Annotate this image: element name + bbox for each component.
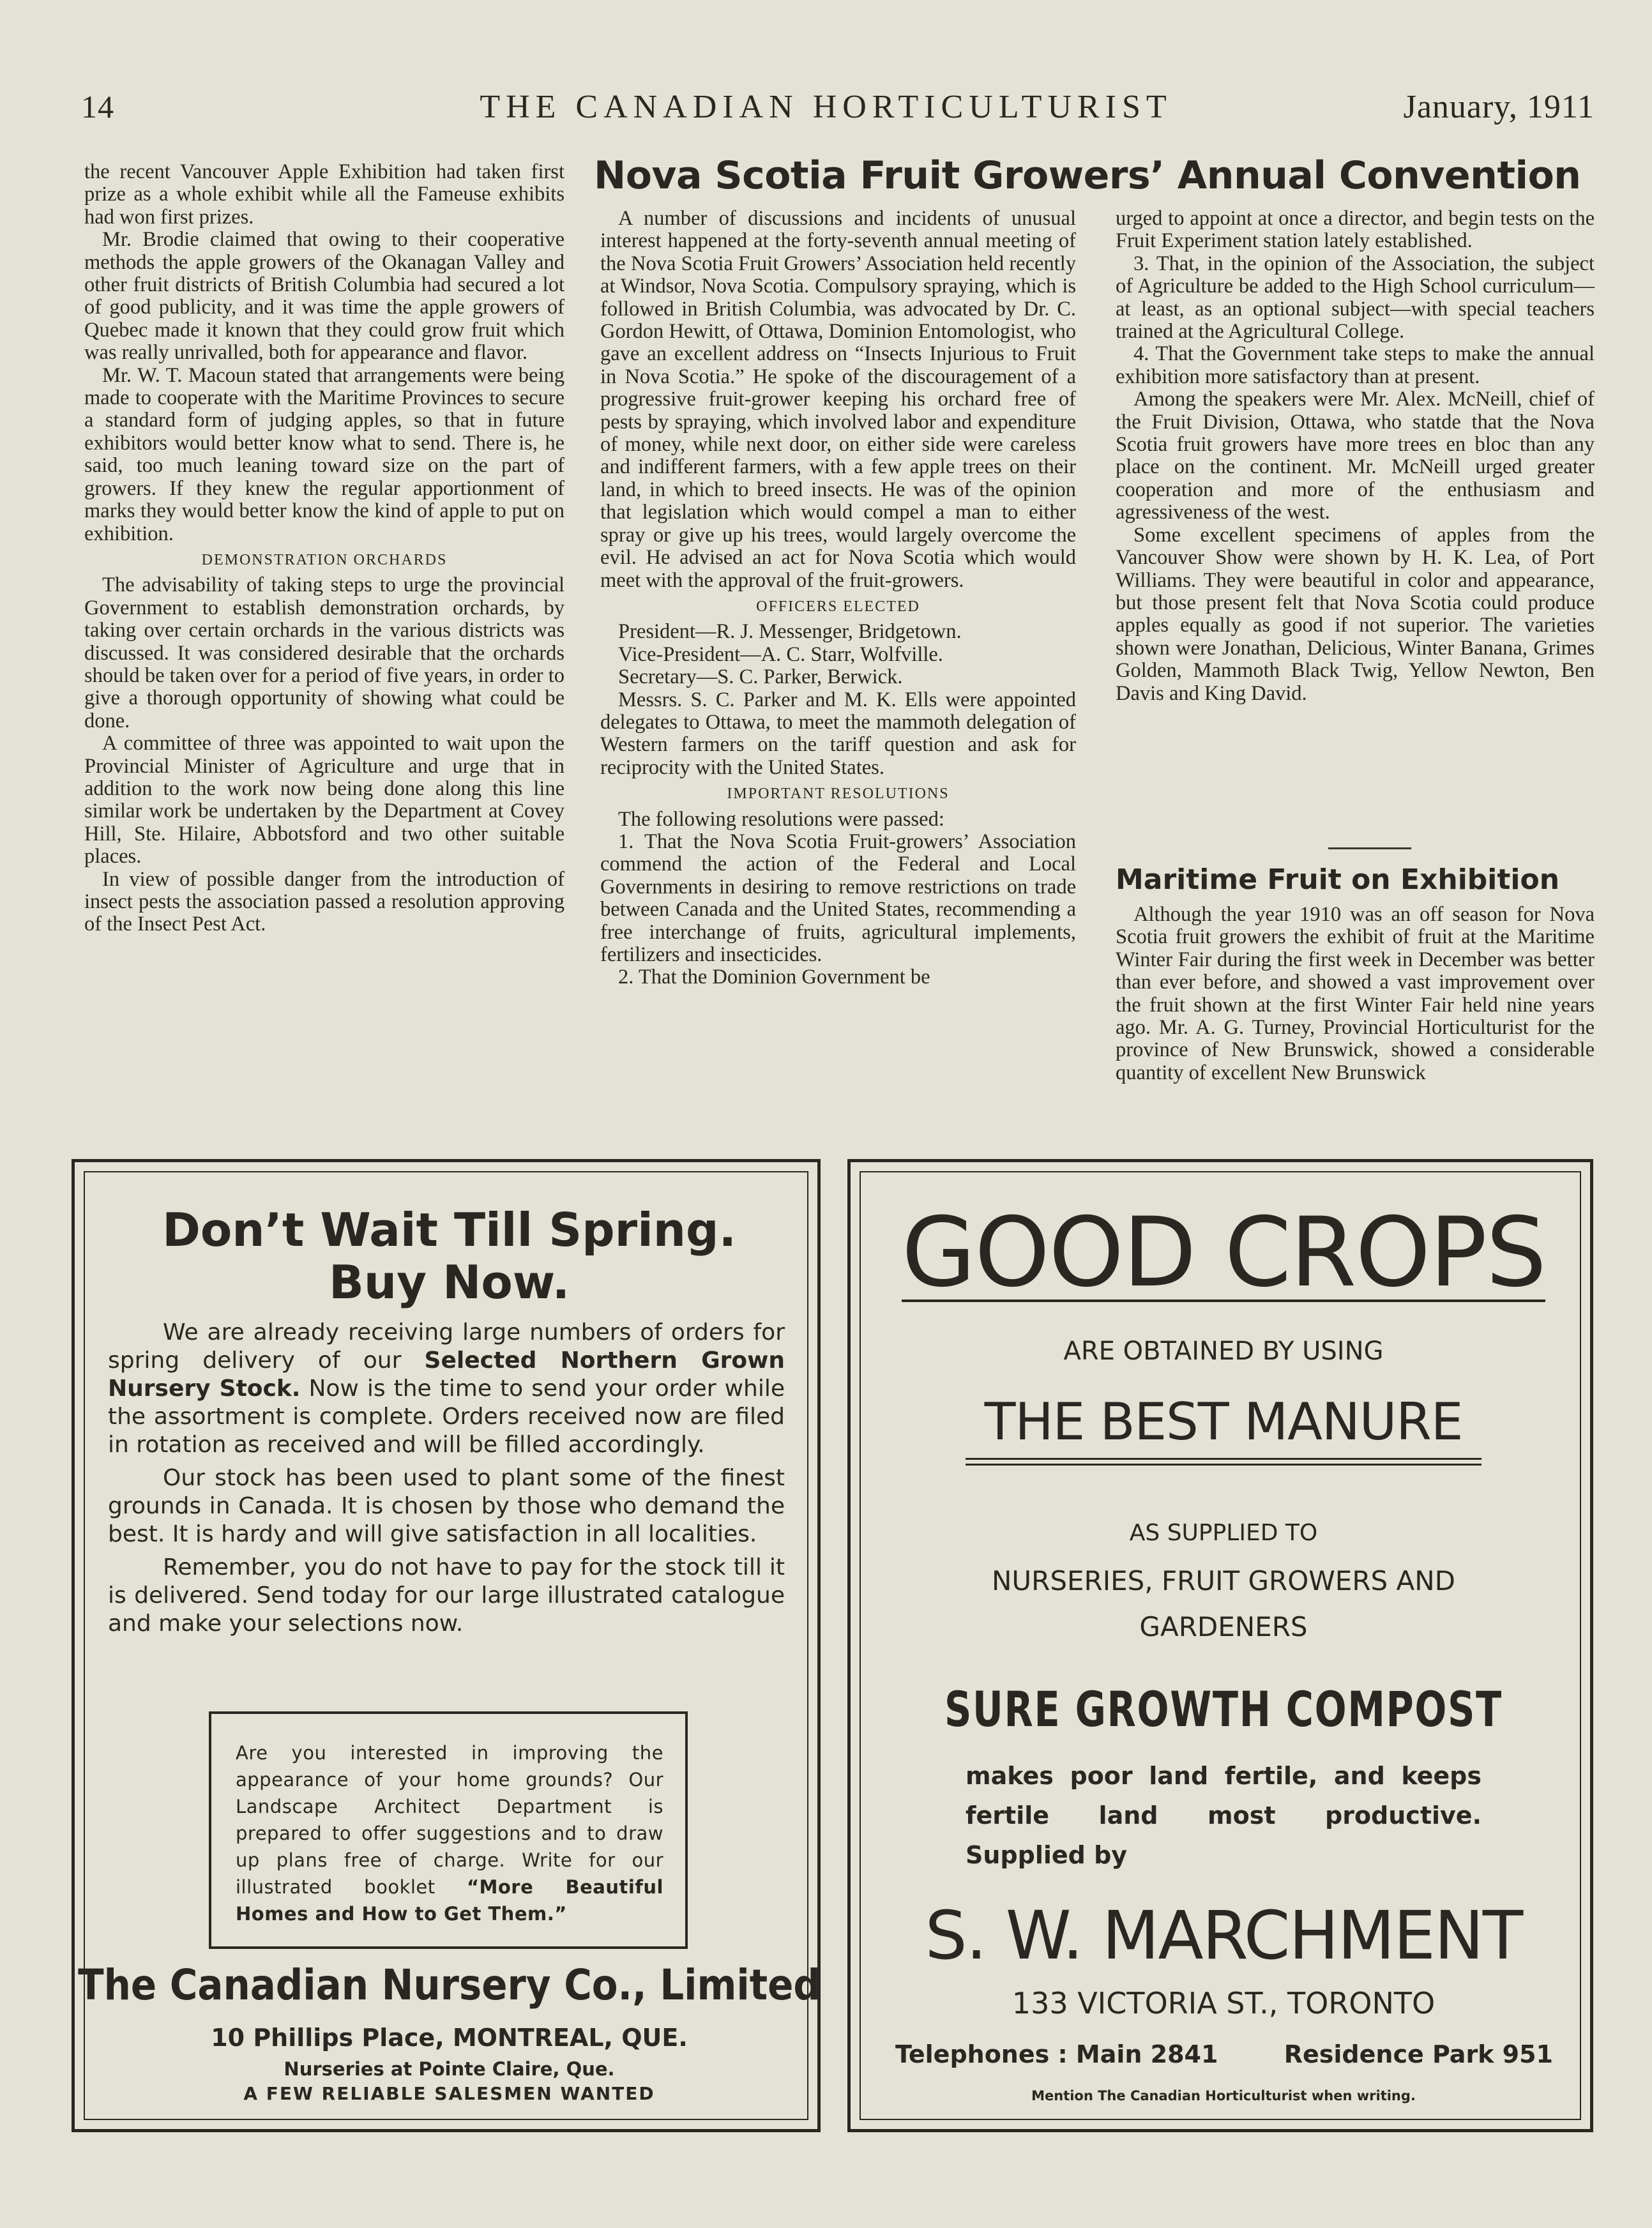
paragraph: In view of possible danger from the introduction of insect pests the association passed a resolution approving of the Insect Pest Act. [84, 867, 565, 936]
paragraph: A number of discussions and incidents of unusual interest happened at the forty-seventh annual meeting of the Nova Scotia Fruit Growers’ Association held recently at Windsor, Nova Scotia. Compulsory spraying, which is followed in British Columbia, was advocated by Dr. C. Gordon Hewitt, of Ottawa, Dominion Entomologist, who gave an excellent address on “Insects Injurious to Fruit in Nova Scotia.” He spoke of the discouragement of a progressive fruit-grower keeping his orchard free of pests by spraying, which involved labor and expenditure of money, while next door, on either side were careless and indifferent farmers, with a few apple trees on their land, in which to breed insects. He was of the opinion that legislation which would compel a man to either spray or give up his trees, would largely overcome the evil. He advised an act for Nova Scotia which would meet with the approval of the fruit-growers. [600, 207, 1076, 592]
ad-customers-line1: NURSERIES, FRUIT GROWERS AND [991, 1565, 1456, 1596]
ad-headline-line1: Don’t Wait Till Spring. [162, 1203, 736, 1257]
article-column-1 [84, 161, 565, 936]
paragraph: 2. That the Dominion Government be [618, 966, 930, 989]
paragraph: 1. That the Nova Scotia Fruit-growers’ Association commend the action of the Federal and Local Governments in desiring to remove restrictions on trade between Canada and the United States, recommending a free interchange of fruits, agricultural implements, fertilizers and insecticides. [600, 830, 1076, 966]
section-subhead: DEMONSTRATION ORCHARDS [201, 551, 448, 568]
ad-product-name: SURE GROWTH COMPOST [944, 1681, 1503, 1738]
article-column-2 [600, 208, 1076, 989]
paragraph: A committee of three was appointed to wait upon the Provincial Minister of Agriculture and urge that in addition to the work now being done along this line similar work be undertaken by the Department at Covey Hill, Ste. Hilaire, Abbotsford and two other suitable places. [84, 732, 565, 868]
ad-double-rule [966, 1458, 1481, 1466]
ad-subline: ARE OBTAINED BY USING [1063, 1337, 1384, 1366]
ad-headline: GOOD CROPS [901, 1197, 1546, 1308]
ad-inset-box [209, 1711, 688, 1949]
paragraph: The advisability of taking steps to urge the provincial Government to establish demonstration orchards, by taking over certain orchards in the various districts was discussed. It was considered desirable that the orchards should be taken over for a period of five years, in order to give a thorough opportunity of showing what could be done. [84, 573, 565, 732]
ad-address: 133 VICTORIA ST., TORONTO [1012, 1986, 1436, 2020]
ad-paragraph: Our stock has been used to plant some of the finest grounds in Canada. It is chosen by those who demand the best. It is hardy and will give satisfaction in all localities. [108, 1465, 785, 1547]
article-column-3 [1116, 208, 1595, 705]
ad-supplied-to: AS SUPPLIED TO [1129, 1520, 1318, 1546]
ad-paragraph: Remember, you do not have to pay for the stock till it is delivered. Send today for our large illustrated catalogue and make your selections now. [108, 1554, 785, 1637]
ad-mention-note: Mention The Canadian Horticulturist when writing. [1031, 2088, 1416, 2103]
paragraph: The following resolutions were passed: [618, 807, 944, 831]
ad-body [108, 1319, 785, 1643]
paragraph: Mr. W. T. Macoun stated that arrangements were being made to cooperate with the Maritime Provinces to secure a standard form of judging apples, so that in future exhibitors would better know what to send. There is, he said, too much leaning toward size on the part of growers. If they knew the regular apportionment of marks they would better know the kind of apple to put on exhibition. [84, 363, 565, 545]
nursery-advertisement [72, 1159, 821, 2132]
officer-line: Secretary—S. C. Parker, Berwick. [618, 665, 903, 689]
telephone-main: Telephones : Main 2841 [895, 2040, 1218, 2068]
ad-text: Are you interested in improving the appearance of your home grounds? Our Landscape Architect Department is prepared to offer suggestions and to draw up plans free of charge. Write for our illustrated booklet [236, 1742, 663, 1898]
section-subhead: IMPORTANT RESOLUTIONS [727, 785, 950, 803]
ad-company-name: The Canadian Nursery Co., Limited [78, 1960, 821, 2010]
ad-customers-line2: GARDENERS [1139, 1611, 1308, 1642]
ad-text: Now is the time to send your order while the assortment is complete. Orders received now are filed in rotation as received and will be filled accordingly. [108, 1375, 785, 1458]
ad-customers [851, 1558, 1596, 1650]
paragraph: urged to appoint at once a director, and begin tests on the Fruit Experiment station lately established. [1116, 207, 1595, 253]
officer-line: Vice-President—A. C. Starr, Wolfville. [618, 642, 943, 666]
ad-nurseries-location: Nurseries at Pointe Claire, Que. [284, 2058, 615, 2080]
ad-product-description: makes poor land fertile, and keeps fertile land most productive. Supplied by [966, 1762, 1481, 1869]
issue-date: January, 1911 [1403, 89, 1595, 125]
telephone-residence: Residence Park 951 [1284, 2040, 1553, 2068]
ad-headline [75, 1204, 824, 1308]
ad-text-bold: Selected Northern Grown Nursery Stock. [108, 1347, 785, 1402]
paragraph: Although the year 1910 was an off season for Nova Scotia fruit growers the exhibit of fruit at the Maritime Winter Fair during the first week in December was better than ever before, and showed a vast improvement over the fruit shown at the first Winter Fair held nine years ago. Mr. A. G. Turney, Provincial Horticulturist for the province of New Brunswick, showed a considerable quantity of excellent New Brunswick [1116, 903, 1595, 1084]
article2-body [1116, 904, 1595, 1084]
section-divider [1328, 847, 1411, 849]
ad-inset-text [236, 1739, 663, 1927]
ad-salesmen-wanted: A FEW RELIABLE SALESMEN WANTED [243, 2083, 655, 2104]
ad-headline-line2: Buy Now. [328, 1255, 570, 1309]
ad-rule [902, 1300, 1545, 1302]
booklet-title: “More Beautiful Homes and How to Get Them.” [236, 1876, 663, 1925]
paragraph: 3. That, in the opinion of the Association, the subject of Agriculture be added to the High School curriculum—at least, as an optional subject—with special teachers trained at the Agricultural College. [1116, 252, 1595, 344]
officer-line: President—R. J. Messenger, Bridgetown. [618, 620, 962, 644]
ad-company-name: S. W. MARCHMENT [925, 1897, 1522, 1974]
paragraph: 4. That the Government take steps to make the annual exhibition more satisfactory than at present. [1116, 342, 1595, 388]
ad-telephones [895, 2040, 1553, 2068]
page-number: 14 [81, 89, 114, 125]
ad-text: We are already receiving large numbers of orders for spring delivery of our [108, 1319, 785, 1374]
ad-paragraph [108, 1319, 785, 1459]
article2-title: Maritime Fruit on Exhibition [1116, 863, 1560, 896]
paragraph: Some excellent specimens of apples from the Vancouver Show were shown by H. K. Lea, of Port Williams. They were beautiful in color and appearance, but those present felt that Nova Scotia could produce apples equally as good if not superior. The varieties shown were Jonathan, Delicious, Winter Banana, Grimes Golden, Mammoth Black Twig, Yellow Newton, Ben Davis and King David. [1116, 523, 1595, 705]
paragraph: Messrs. S. C. Parker and M. K. Ells were appointed delegates to Ottawa, to meet the mammoth delegation of Western farmers on the tariff question and ask for reciprocity with the United States. [600, 688, 1076, 779]
section-subhead: OFFICERS ELECTED [756, 598, 920, 615]
ad-address: 10 Phillips Place, MONTREAL, QUE. [211, 2024, 688, 2052]
paragraph: Among the speakers were Mr. Alex. McNeill, chief of the Fruit Division, Ottawa, who statde that the Nova Scotia fruit growers have more trees en bloc than any place on the continent. Mr. McNeill urged greater cooperation and more of the enthusiasm and agressiveness of the west. [1116, 388, 1595, 524]
article-title: Nova Scotia Fruit Growers’ Annual Convention [594, 153, 1581, 198]
manure-advertisement [847, 1159, 1593, 2132]
paragraph: the recent Vancouver Apple Exhibition had taken first prize as a whole exhibit while all the Fameuse exhibits had won first prizes. [84, 160, 565, 229]
magazine-title: THE CANADIAN HORTICULTURIST [480, 89, 1172, 125]
ad-best-manure: THE BEST MANURE [984, 1392, 1463, 1451]
paragraph: Mr. Brodie claimed that owing to their cooperative methods the apple growers of the Okanagan Valley and other fruit districts of British Columbia had secured a lot of good publicity, and it was time the apple growers of Quebec made it known that they could grow fruit which was really unrivalled, both for appearance and flavor. [84, 228, 565, 365]
